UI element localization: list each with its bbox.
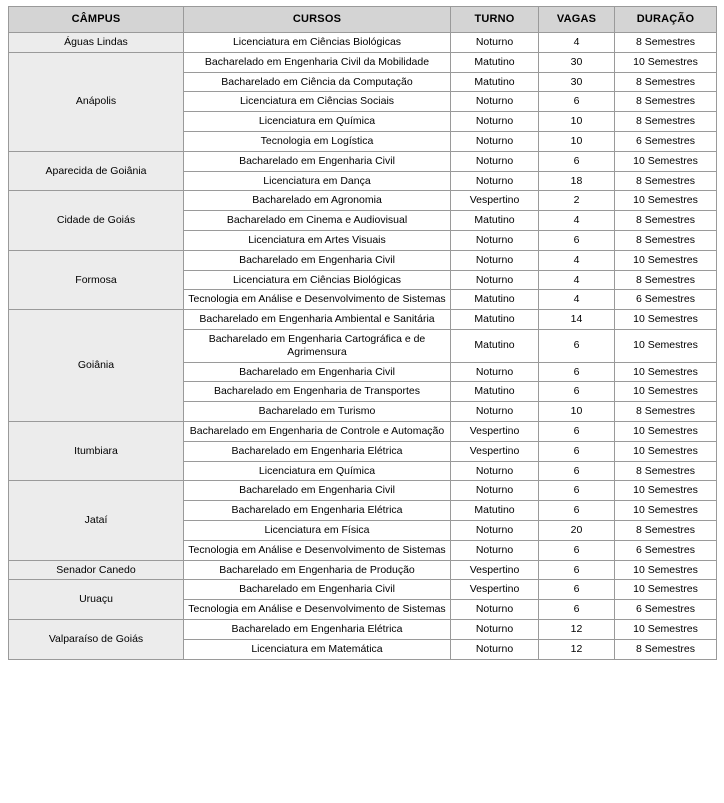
cell-campus: Anápolis xyxy=(9,52,184,151)
cell-vagas: 6 xyxy=(539,151,615,171)
cell-vagas: 6 xyxy=(539,461,615,481)
table-row xyxy=(9,619,717,639)
cell-duracao: 8 Semestres xyxy=(615,33,717,53)
cell-duracao: 10 Semestres xyxy=(615,560,717,580)
table-row xyxy=(9,580,717,600)
cell-turno: Noturno xyxy=(451,131,539,151)
cell-turno: Vespertino xyxy=(451,441,539,461)
cell-turno: Noturno xyxy=(451,639,539,659)
cell-curso: Licenciatura em Física xyxy=(184,520,451,540)
cell-turno: Noturno xyxy=(451,230,539,250)
cell-vagas: 10 xyxy=(539,112,615,132)
table-row xyxy=(9,191,717,211)
cell-vagas: 6 xyxy=(539,501,615,521)
cell-curso: Bacharelado em Engenharia Civil xyxy=(184,481,451,501)
cell-vagas: 6 xyxy=(539,362,615,382)
cell-curso: Bacharelado em Engenharia Cartográfica e de Agrimensura xyxy=(184,329,451,362)
cell-turno: Noturno xyxy=(451,33,539,53)
cell-campus: Uruaçu xyxy=(9,580,184,620)
column-header-vagas: VAGAS xyxy=(539,7,615,33)
cell-curso: Bacharelado em Engenharia Ambiental e Sanitária xyxy=(184,310,451,330)
cell-turno: Noturno xyxy=(451,520,539,540)
cell-vagas: 6 xyxy=(539,540,615,560)
cell-turno: Vespertino xyxy=(451,560,539,580)
cell-vagas: 10 xyxy=(539,131,615,151)
column-header-turno: TURNO xyxy=(451,7,539,33)
cell-turno: Matutino xyxy=(451,501,539,521)
cell-duracao: 10 Semestres xyxy=(615,441,717,461)
cell-vagas: 6 xyxy=(539,600,615,620)
cell-curso: Licenciatura em Ciências Biológicas xyxy=(184,33,451,53)
cell-campus: Goiânia xyxy=(9,310,184,422)
table-row xyxy=(9,421,717,441)
cell-curso: Bacharelado em Engenharia Elétrica xyxy=(184,619,451,639)
cell-turno: Noturno xyxy=(451,481,539,501)
cell-campus: Aparecida de Goiânia xyxy=(9,151,184,191)
table-row xyxy=(9,560,717,580)
cell-turno: Noturno xyxy=(451,171,539,191)
cell-turno: Matutino xyxy=(451,52,539,72)
cell-vagas: 30 xyxy=(539,52,615,72)
cell-curso: Licenciatura em Artes Visuais xyxy=(184,230,451,250)
cell-duracao: 8 Semestres xyxy=(615,639,717,659)
cell-vagas: 2 xyxy=(539,191,615,211)
cell-vagas: 6 xyxy=(539,580,615,600)
cell-curso: Licenciatura em Química xyxy=(184,112,451,132)
cell-vagas: 12 xyxy=(539,639,615,659)
table-header xyxy=(9,7,717,33)
cell-turno: Noturno xyxy=(451,600,539,620)
cell-vagas: 12 xyxy=(539,619,615,639)
table-body xyxy=(9,33,717,660)
cell-turno: Noturno xyxy=(451,92,539,112)
cell-curso: Tecnologia em Análise e Desenvolvimento de Sistemas xyxy=(184,290,451,310)
cell-vagas: 6 xyxy=(539,481,615,501)
cell-campus: Senador Canedo xyxy=(9,560,184,580)
cell-duracao: 10 Semestres xyxy=(615,421,717,441)
table-row xyxy=(9,250,717,270)
column-header-campus: CÂMPUS xyxy=(9,7,184,33)
table-row xyxy=(9,33,717,53)
cell-duracao: 8 Semestres xyxy=(615,270,717,290)
cell-curso: Bacharelado em Engenharia Civil xyxy=(184,250,451,270)
cell-vagas: 4 xyxy=(539,33,615,53)
cell-turno: Noturno xyxy=(451,619,539,639)
cell-campus: Formosa xyxy=(9,250,184,309)
cell-turno: Noturno xyxy=(451,540,539,560)
cell-duracao: 10 Semestres xyxy=(615,362,717,382)
cell-duracao: 8 Semestres xyxy=(615,92,717,112)
cell-vagas: 6 xyxy=(539,92,615,112)
column-header-cursos: CURSOS xyxy=(184,7,451,33)
cell-curso: Bacharelado em Engenharia Civil xyxy=(184,151,451,171)
cell-turno: Noturno xyxy=(451,151,539,171)
cell-duracao: 8 Semestres xyxy=(615,211,717,231)
cell-curso: Bacharelado em Engenharia de Transportes xyxy=(184,382,451,402)
cell-campus: Itumbiara xyxy=(9,421,184,480)
cell-vagas: 6 xyxy=(539,329,615,362)
cell-vagas: 6 xyxy=(539,382,615,402)
cell-vagas: 4 xyxy=(539,290,615,310)
courses-table xyxy=(8,6,717,660)
cell-curso: Licenciatura em Matemática xyxy=(184,639,451,659)
cell-curso: Tecnologia em Logística xyxy=(184,131,451,151)
cell-duracao: 10 Semestres xyxy=(615,191,717,211)
cell-vagas: 6 xyxy=(539,421,615,441)
cell-curso: Bacharelado em Engenharia Elétrica xyxy=(184,501,451,521)
cell-curso: Bacharelado em Cinema e Audiovisual xyxy=(184,211,451,231)
cell-vagas: 4 xyxy=(539,270,615,290)
cell-turno: Noturno xyxy=(451,250,539,270)
cell-duracao: 10 Semestres xyxy=(615,619,717,639)
cell-turno: Matutino xyxy=(451,329,539,362)
cell-duracao: 10 Semestres xyxy=(615,382,717,402)
table-row xyxy=(9,52,717,72)
cell-curso: Bacharelado em Engenharia Elétrica xyxy=(184,441,451,461)
cell-duracao: 10 Semestres xyxy=(615,501,717,521)
cell-vagas: 6 xyxy=(539,441,615,461)
cell-duracao: 8 Semestres xyxy=(615,461,717,481)
cell-curso: Bacharelado em Engenharia Civil xyxy=(184,580,451,600)
cell-duracao: 8 Semestres xyxy=(615,520,717,540)
cell-duracao: 6 Semestres xyxy=(615,290,717,310)
table-header-row xyxy=(9,7,717,33)
cell-campus: Valparaíso de Goiás xyxy=(9,619,184,659)
cell-vagas: 18 xyxy=(539,171,615,191)
cell-turno: Noturno xyxy=(451,270,539,290)
cell-duracao: 10 Semestres xyxy=(615,481,717,501)
cell-vagas: 4 xyxy=(539,211,615,231)
cell-vagas: 6 xyxy=(539,560,615,580)
cell-vagas: 4 xyxy=(539,250,615,270)
cell-duracao: 8 Semestres xyxy=(615,112,717,132)
cell-duracao: 10 Semestres xyxy=(615,329,717,362)
cell-curso: Bacharelado em Engenharia Civil xyxy=(184,362,451,382)
cell-duracao: 8 Semestres xyxy=(615,171,717,191)
cell-duracao: 10 Semestres xyxy=(615,310,717,330)
cell-vagas: 20 xyxy=(539,520,615,540)
cell-curso: Bacharelado em Engenharia de Controle e Automação xyxy=(184,421,451,441)
cell-turno: Noturno xyxy=(451,402,539,422)
cell-campus: Águas Lindas xyxy=(9,33,184,53)
cell-duracao: 8 Semestres xyxy=(615,72,717,92)
cell-duracao: 10 Semestres xyxy=(615,250,717,270)
cell-campus: Jataí xyxy=(9,481,184,560)
table-row xyxy=(9,481,717,501)
cell-curso: Bacharelado em Ciência da Computação xyxy=(184,72,451,92)
cell-turno: Vespertino xyxy=(451,580,539,600)
cell-curso: Licenciatura em Ciências Sociais xyxy=(184,92,451,112)
cell-turno: Vespertino xyxy=(451,191,539,211)
cell-duracao: 8 Semestres xyxy=(615,230,717,250)
cell-duracao: 10 Semestres xyxy=(615,52,717,72)
cell-duracao: 10 Semestres xyxy=(615,580,717,600)
cell-duracao: 10 Semestres xyxy=(615,151,717,171)
cell-turno: Vespertino xyxy=(451,421,539,441)
cell-vagas: 30 xyxy=(539,72,615,92)
cell-vagas: 14 xyxy=(539,310,615,330)
cell-curso: Tecnologia em Análise e Desenvolvimento de Sistemas xyxy=(184,540,451,560)
cell-curso: Bacharelado em Engenharia de Produção xyxy=(184,560,451,580)
cell-curso: Bacharelado em Engenharia Civil da Mobilidade xyxy=(184,52,451,72)
table-row xyxy=(9,151,717,171)
cell-turno: Matutino xyxy=(451,72,539,92)
cell-turno: Matutino xyxy=(451,211,539,231)
cell-turno: Noturno xyxy=(451,461,539,481)
cell-curso: Licenciatura em Dança xyxy=(184,171,451,191)
cell-turno: Noturno xyxy=(451,362,539,382)
cell-vagas: 10 xyxy=(539,402,615,422)
cell-duracao: 6 Semestres xyxy=(615,131,717,151)
cell-turno: Matutino xyxy=(451,310,539,330)
cell-duracao: 6 Semestres xyxy=(615,540,717,560)
cell-curso: Bacharelado em Turismo xyxy=(184,402,451,422)
cell-vagas: 6 xyxy=(539,230,615,250)
column-header-duracao: DURAÇÃO xyxy=(615,7,717,33)
cell-duracao: 6 Semestres xyxy=(615,600,717,620)
cell-curso: Bacharelado em Agronomia xyxy=(184,191,451,211)
cell-turno: Matutino xyxy=(451,382,539,402)
cell-curso: Tecnologia em Análise e Desenvolvimento de Sistemas xyxy=(184,600,451,620)
cell-curso: Licenciatura em Química xyxy=(184,461,451,481)
cell-duracao: 8 Semestres xyxy=(615,402,717,422)
cell-turno: Matutino xyxy=(451,290,539,310)
cell-campus: Cidade de Goiás xyxy=(9,191,184,250)
table-row xyxy=(9,310,717,330)
cell-curso: Licenciatura em Ciências Biológicas xyxy=(184,270,451,290)
cell-turno: Noturno xyxy=(451,112,539,132)
